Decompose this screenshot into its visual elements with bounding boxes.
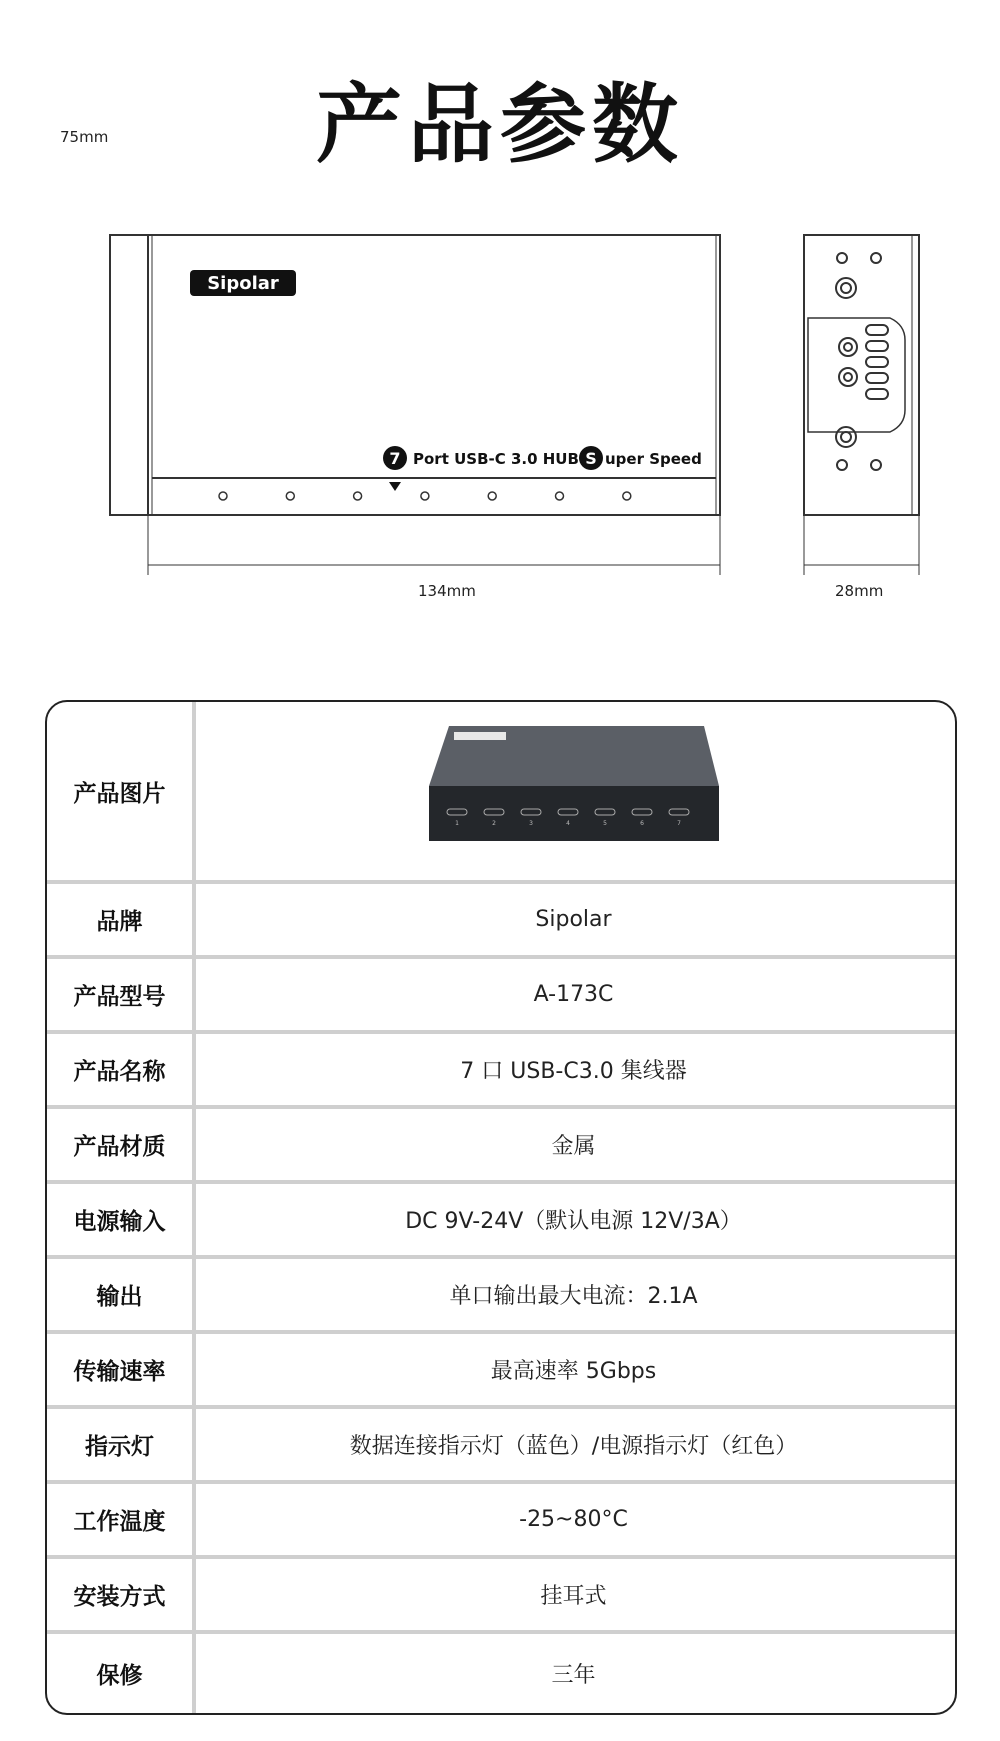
spec-value: 最高速率 5Gbps	[490, 1359, 657, 1384]
spec-row-speed	[47, 1334, 955, 1405]
spec-label: 产品材质	[73, 1134, 166, 1160]
port-indicator	[354, 492, 362, 500]
spec-value: A-173C	[533, 982, 614, 1007]
svg-text:Port USB-C 3.0 HUB: Port USB-C 3.0 HUB	[413, 450, 579, 468]
port-indicator	[556, 492, 564, 500]
port-indicator	[421, 492, 429, 500]
dimension-drawing	[0, 230, 1000, 630]
spec-value: 金属	[551, 1134, 596, 1159]
spec-row-brand	[47, 884, 955, 955]
svg-text:7: 7	[389, 449, 401, 468]
spec-row-material	[47, 1109, 955, 1180]
spec-label: 产品型号	[73, 984, 166, 1010]
svg-text:S: S	[585, 449, 597, 468]
port-indicator	[219, 492, 227, 500]
photo-port-number: 7	[676, 820, 681, 827]
spec-label: 输出	[96, 1284, 143, 1310]
spec-row-name	[47, 1034, 955, 1105]
spec-label: 品牌	[96, 909, 143, 935]
spec-row-temperature	[47, 1484, 955, 1555]
photo-port-number: 3	[528, 820, 533, 827]
port-indicator	[623, 492, 631, 500]
spec-label: 电源输入	[73, 1209, 166, 1235]
spec-value: -25~80°C	[519, 1507, 628, 1532]
photo-port-number: 5	[602, 820, 607, 827]
spec-row-power-input	[47, 1184, 955, 1255]
spec-row-output	[47, 1259, 955, 1330]
spec-label: 产品图片	[73, 780, 166, 807]
spec-label: 指示灯	[85, 1434, 154, 1460]
spec-table	[45, 700, 957, 1715]
photo-port-number: 2	[491, 820, 496, 827]
spec-value: DC 9V-24V（默认电源 12V/3A）	[405, 1209, 742, 1234]
spec-value: 7 口 USB-C3.0 集线器	[460, 1059, 687, 1084]
product-photo	[419, 721, 729, 861]
photo-port-number: 6	[639, 820, 644, 827]
spec-value: Sipolar	[535, 907, 612, 932]
spec-label: 产品名称	[73, 1059, 166, 1085]
spec-row-indicator	[47, 1409, 955, 1480]
port-indicator	[488, 492, 496, 500]
photo-port-number: 4	[565, 820, 570, 827]
photo-port-number: 1	[454, 820, 459, 827]
spec-label: 安装方式	[73, 1584, 166, 1610]
port-indicator	[286, 492, 294, 500]
depth-dimension-label: 28mm	[835, 582, 884, 600]
svg-text:uper Speed: uper Speed	[605, 450, 702, 468]
spec-label: 保修	[96, 1663, 143, 1689]
width-dimension-label: 134mm	[418, 582, 476, 600]
spec-value	[192, 702, 955, 880]
spec-value: 单口输出最大电流：2.1A	[449, 1284, 698, 1309]
spec-value: 三年	[551, 1663, 596, 1688]
spec-row-warranty	[47, 1634, 955, 1713]
spec-row-mounting	[47, 1559, 955, 1630]
spec-value: 挂耳式	[540, 1584, 607, 1609]
page-title: 产品参数	[316, 75, 684, 175]
spec-row-image	[47, 702, 955, 880]
height-dimension-label: 75mm	[60, 128, 109, 146]
spec-label: 传输速率	[73, 1359, 166, 1385]
spec-label: 工作温度	[73, 1509, 166, 1535]
spec-value: 数据连接指示灯（蓝色）/电源指示灯（红色）	[349, 1434, 798, 1459]
spec-row-model	[47, 959, 955, 1030]
brand-logo-text: Sipolar	[207, 273, 279, 294]
